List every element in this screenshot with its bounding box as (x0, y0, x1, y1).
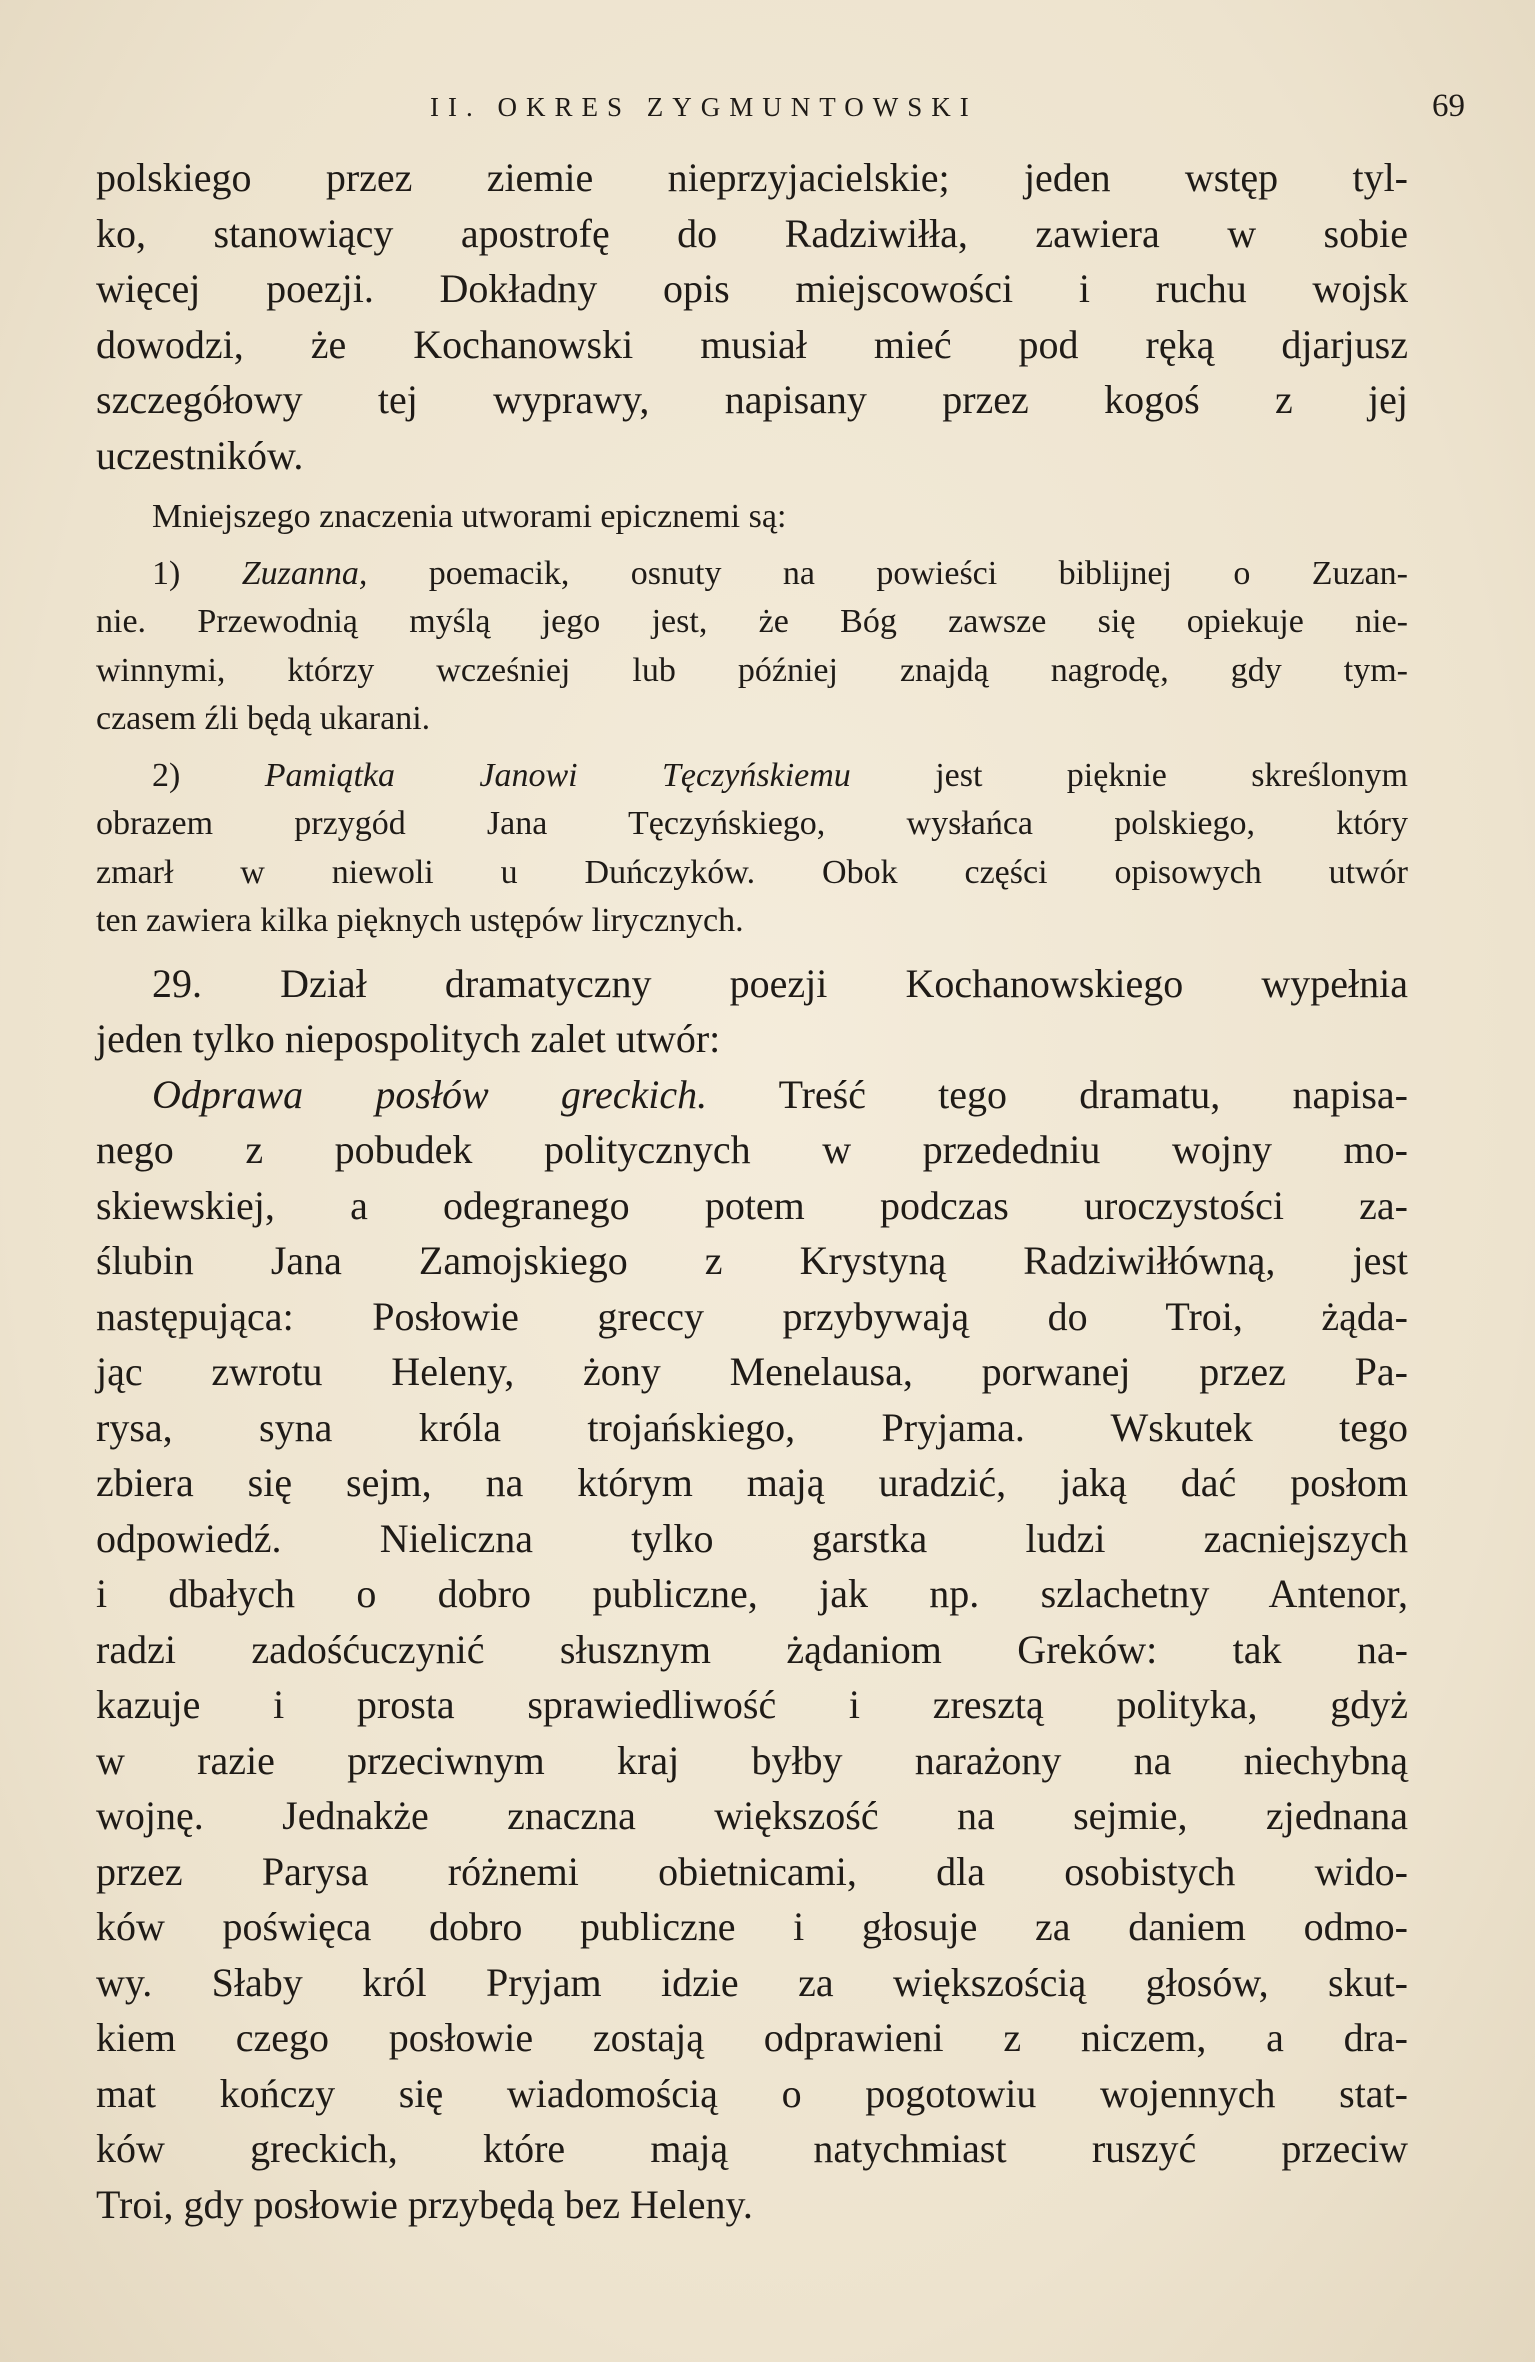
paragraph-6 (96, 1067, 1408, 2233)
text-line: zmarł w niewoli u Duńczyków. Obok części opisowych utwór (96, 853, 1408, 891)
text-line: polskiego przez ziemie nieprzyjacielskie; jeden wstęp tyl- (96, 155, 1408, 200)
text-line (96, 550, 1408, 599)
item-number: 2) (152, 756, 265, 794)
work-title: Odprawa posłów greckich. (152, 1071, 708, 1117)
paragraph-1 (96, 150, 1408, 483)
work-title: Zuzanna, (241, 554, 368, 592)
page-number: 69 (1432, 88, 1465, 124)
text-run: poemacik, osnuty na powieści biblijnej o Zuzan- (367, 554, 1408, 592)
text-line: zbiera się sejm, na którym mają uradzić, jaką dać posłom (96, 1460, 1408, 1505)
text-line: jeden tylko niepospolitych zalet utwór: (96, 1016, 721, 1061)
text-run: Treść tego dramatu, napisa- (707, 1071, 1408, 1117)
text-line: ków poświęca dobro publiczne i głosuje za daniem odmo- (96, 1904, 1408, 1949)
text-line: ko, stanowiący apostrofę do Radziwiłła, zawiera w sobie (96, 210, 1408, 256)
text-line: szczegółowy tej wyprawy, napisany przez kogoś z jej (96, 377, 1408, 422)
text-line: odpowiedź. Nieliczna tylko garstka ludzi zacniejszych (96, 1515, 1408, 1561)
paragraph-4 (96, 752, 1408, 946)
work-title: Pamiątka Janowi Tęczyńskiemu (264, 756, 851, 794)
text-line: wojnę. Jednakże znaczna większość na sejmie, zjednana (96, 1793, 1408, 1838)
text-line: kazuje i prosta sprawiedliwość i zresztą polityka, gdyż (96, 1682, 1408, 1727)
text-line: ten zawiera kilka pięknych ustępów lirycznych. (96, 902, 744, 939)
paragraph-2: Mniejszego znaczenia utworami epicznemi są: (152, 498, 787, 535)
text-line: wy. Słaby król Pryjam idzie za większością głosów, skut- (96, 1959, 1408, 2005)
text-line: mat kończy się wiadomością o pogotowiu wojennych stat- (96, 2070, 1408, 2116)
paragraph-5 (96, 956, 1408, 1067)
text-line: radzi zadośćuczynić słusznym żądaniom Greków: tak na- (96, 1626, 1408, 1672)
paragraph-3 (96, 550, 1408, 744)
text-line: nie. Przewodnią myślą jego jest, że Bóg zawsze się opiekuje nie- (96, 603, 1408, 640)
text-line: uczestników. (96, 432, 304, 478)
text-run: jest pięknie skreślonym (850, 756, 1408, 794)
text-line: dowodzi, że Kochanowski musiał mieć pod ręką djarjusz (96, 321, 1408, 367)
text-line (96, 1067, 1408, 1123)
running-head: II. OKRES ZYGMUNTOWSKI (430, 92, 978, 122)
text-line (96, 752, 1408, 801)
text-line: jąc zwrotu Heleny, żony Menelausa, porwanej przez Pa- (96, 1349, 1408, 1394)
text-line: rysa, syna króla trojańskiego, Pryjama. Wskutek tego (96, 1404, 1408, 1450)
text-line: przez Parysa różnemi obietnicami, dla osobistych wido- (96, 1848, 1408, 1894)
text-line: skiewskiej, a odegranego potem podczas uroczystości za- (96, 1182, 1408, 1228)
text-line: obrazem przygód Jana Tęczyńskiego, wysłańca polskiego, który (96, 805, 1408, 842)
text-line: ków greckich, które mają natychmiast ruszyć przeciw (96, 2126, 1408, 2171)
text-line: kiem czego posłowie zostają odprawieni z niczem, a dra- (96, 2015, 1408, 2060)
text-line: następująca: Posłowie greccy przybywają do Troi, żąda- (96, 1293, 1408, 1339)
item-number: 1) (152, 554, 242, 592)
text-line: i dbałych o dobro publiczne, jak np. szlachetny Antenor, (96, 1571, 1408, 1616)
text-line: 29. Dział dramatyczny poezji Kochanowskiego wypełnia (152, 960, 1408, 1006)
page-header (430, 88, 1465, 125)
text-line: w razie przeciwnym kraj byłby narażony na niechybną (96, 1737, 1408, 1783)
text-line: więcej poezji. Dokładny opis miejscowości i ruchu wojsk (96, 266, 1408, 311)
text-line: Troi, gdy posłowie przybędą bez Heleny. (96, 2181, 753, 2227)
text-line: ślubin Jana Zamojskiego z Krystyną Radziwiłłówną, jest (96, 1238, 1408, 1283)
text-line: czasem źli będą ukarani. (96, 700, 431, 737)
page-body (96, 150, 1408, 2232)
text-line: winnymi, którzy wcześniej lub później znajdą nagrodę, gdy tym- (96, 651, 1408, 689)
text-line: nego z pobudek politycznych w przededniu wojny mo- (96, 1127, 1408, 1172)
